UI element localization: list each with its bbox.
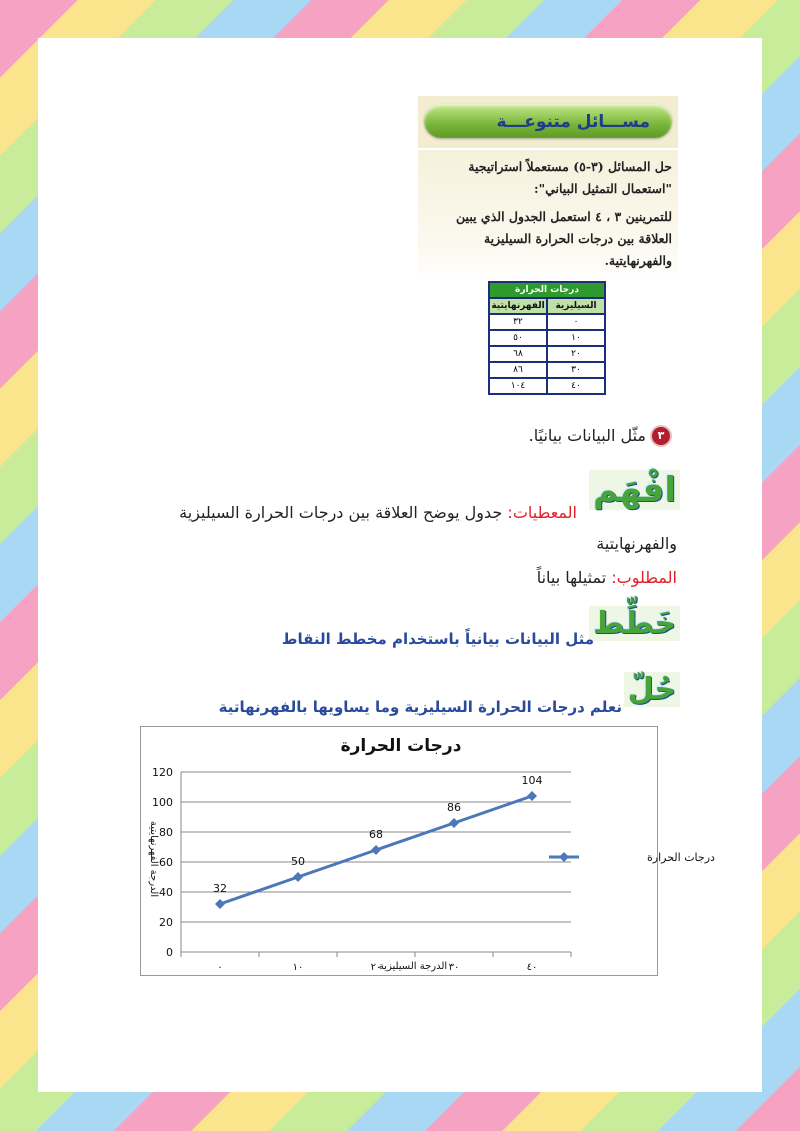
chart-title: درجات الحرارة <box>340 736 462 756</box>
plan-word-art: خَطِّط <box>589 606 680 641</box>
y-tick-label: 120 <box>152 766 173 779</box>
data-point <box>527 791 537 801</box>
x-tick-label: ٢٠ <box>370 962 382 973</box>
solve-text: نعلم درجات الحرارة السيليزية وما يساويها بالفهرنهاتية <box>218 698 622 716</box>
worksheet-page <box>38 38 762 1092</box>
data-point <box>215 899 225 909</box>
givens-text: جدول يوضح العلاقة بين درجات الحرارة السيليزية <box>179 503 503 522</box>
data-label: 86 <box>447 801 461 814</box>
intro-line-2: للتمرينين ٣ ، ٤ استعمل الجدول الذي يبين العلاقة بين درجات الحرارة السيليزية والفهرنهايتية. <box>456 209 672 268</box>
y-tick-label: 20 <box>159 916 173 929</box>
y-tick-label: 0 <box>166 946 173 959</box>
x-tick-label: ١٠ <box>292 962 304 973</box>
table-cell: ٤٠ <box>547 378 605 394</box>
y-tick-label: 100 <box>152 796 173 809</box>
data-label: 68 <box>369 828 383 841</box>
banner-pill <box>424 104 672 138</box>
table-cell: ٨٦ <box>489 362 547 378</box>
data-label: 32 <box>213 882 227 895</box>
table-cell: ٣٠ <box>547 362 605 378</box>
plan-text: مثل البيانات بيانياً باستخدام مخطط النقاط <box>281 630 594 648</box>
required-label: المطلوب: <box>611 568 677 587</box>
table-cell: ١٠٤ <box>489 378 547 394</box>
question-number-badge: ٣ <box>652 427 670 445</box>
table-cell: ٥٠ <box>489 330 547 346</box>
x-axis-label: الدرجة السيليزية <box>378 961 448 972</box>
table-header-celsius: السيليزية <box>547 298 605 314</box>
table-cell: ٠ <box>547 314 605 330</box>
data-point <box>371 845 381 855</box>
intro-line-1: حل المسائل (٣-٥) مستعملاً استراتيجية "استعمال التمثيل البياني": <box>468 159 672 196</box>
x-tick-label: ٠ <box>217 962 223 973</box>
x-tick-label: ٤٠ <box>526 962 538 973</box>
givens-line <box>57 503 577 522</box>
y-tick-label: 40 <box>159 886 173 899</box>
y-tick-label: 60 <box>159 856 173 869</box>
givens-line-2: والفهرنهايتية <box>596 534 677 553</box>
temperature-table <box>488 281 606 395</box>
solve-word-art: حُلّ <box>624 672 680 707</box>
data-point <box>293 872 303 882</box>
table-cell: ٦٨ <box>489 346 547 362</box>
understand-word-art: افْهَم <box>589 470 680 510</box>
table-header-fahrenheit: الفهرنهايتية <box>489 298 547 314</box>
table-cell: ٣٢ <box>489 314 547 330</box>
question-line <box>529 426 670 445</box>
y-axis-label: الدرجة الفهرنهايتية <box>148 820 159 898</box>
banner-title: مســـائل متنوعـــة <box>496 112 650 132</box>
data-label: 50 <box>291 855 305 868</box>
table-cell: ٢٠ <box>547 346 605 362</box>
required-line <box>77 568 677 587</box>
y-tick-label: 80 <box>159 826 173 839</box>
x-tick-label: ٣٠ <box>448 962 460 973</box>
intro-box <box>418 150 678 282</box>
givens-label: المعطيات: <box>507 503 577 522</box>
chart-container <box>140 726 715 976</box>
section-banner <box>418 96 678 148</box>
chart-legend <box>549 851 715 864</box>
line-chart <box>141 727 715 975</box>
legend-marker <box>559 852 569 862</box>
data-point <box>449 818 459 828</box>
required-text: تمثيلها بياناً <box>536 568 607 587</box>
question-text: مثّل البيانات بيانيًا. <box>528 426 646 445</box>
data-label: 104 <box>521 774 543 787</box>
legend-label: درجات الحرارة <box>647 851 715 864</box>
table-cell: ١٠ <box>547 330 605 346</box>
table-title: درجات الحرارة <box>489 282 605 298</box>
